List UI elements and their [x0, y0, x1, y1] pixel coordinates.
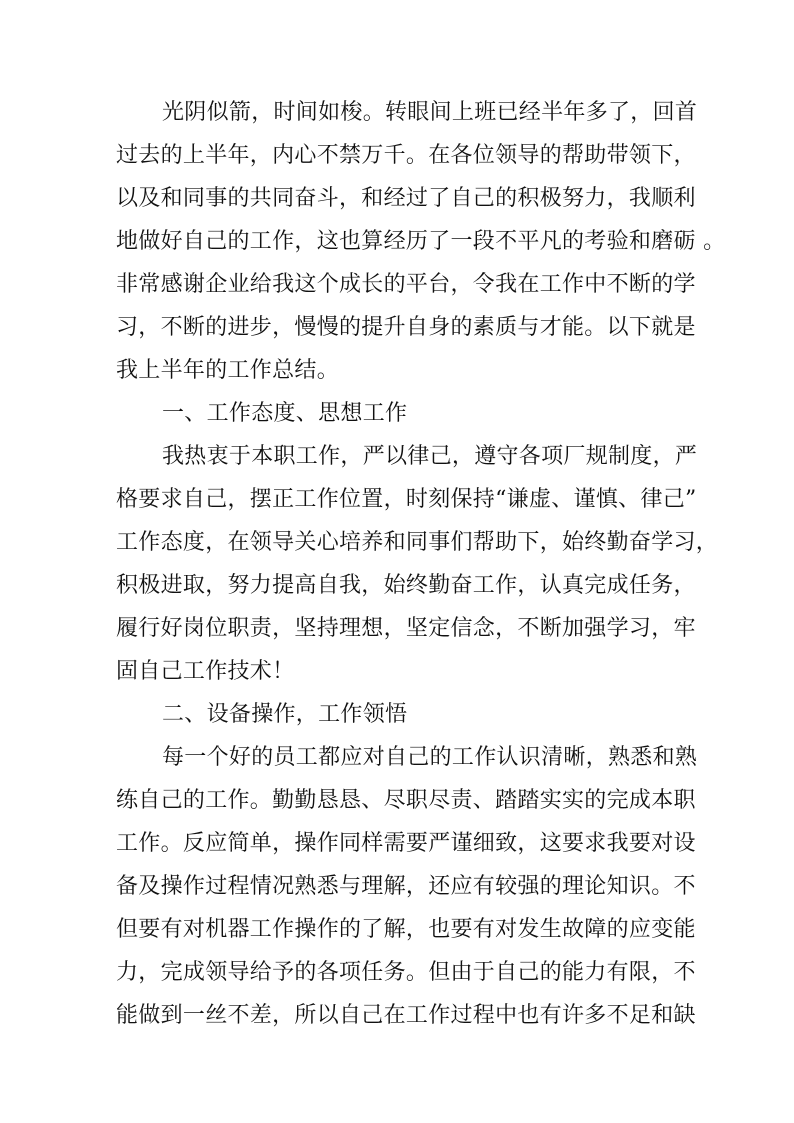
text-line: 光阴似箭，时间如梭。转眼间上班已经半年多了，回首: [162, 100, 698, 125]
text-line: 工作态度，在领导关心培养和同事们帮助下，始终勤奋学习，: [116, 530, 719, 555]
section-heading: 二、设备操作，工作领悟: [162, 702, 408, 727]
text-line: 工作。反应简单，操作同样需要严谨细致，这要求我要对设: [116, 831, 696, 856]
text-line: 地做好自己的工作，这也算经历了一段不平凡的考验和磨砺 。: [116, 229, 726, 254]
text-line: 每一个好的员工都应对自己的工作认识清晰，熟悉和熟: [162, 745, 698, 770]
text-line: 能做到一丝不差，所以自己在工作过程中也有许多不足和缺: [116, 1003, 696, 1028]
text-line: 但要有对机器工作操作的了解，也要有对发生故障的应变能: [116, 917, 696, 942]
text-line: 练自己的工作。勤勤恳恳、尽职尽责、踏踏实实的完成本职: [116, 788, 696, 813]
text-line: 备及操作过程情况熟悉与理解，还应有较强的理论知识。不: [116, 874, 696, 899]
text-line: 固自己工作技术！: [116, 659, 295, 684]
text-line: 以及和同事的共同奋斗，和经过了自己的积极努力，我顺利: [116, 186, 696, 211]
text-line: 非常感谢企业给我这个成长的平台，令我在工作中不断的学: [116, 272, 696, 297]
text-line: 习，不断的进步，慢慢的提升自身的素质与才能。以下就是: [116, 315, 696, 340]
text-line: 过去的上半年，内心不禁万千。在各位领导的帮助带领下，: [116, 143, 696, 168]
text-line: 履行好岗位职责，坚持理想，坚定信念，不断加强学习，牢: [116, 616, 696, 641]
text-line: 力，完成领导给予的各项任务。但由于自己的能力有限，不: [116, 960, 696, 985]
text-line: 我热衷于本职工作，严以律己，遵守各项厂规制度，严: [162, 444, 698, 469]
section-heading: 一、工作态度、思想工作: [162, 401, 408, 426]
text-line: 格要求自己，摆正工作位置，时刻保持“谦虚、谨慎、律己”: [116, 487, 697, 512]
text-line: 我上半年的工作总结。: [116, 358, 340, 383]
text-line: 积极进取，努力提高自我，始终勤奋工作，认真完成任务，: [116, 573, 696, 598]
